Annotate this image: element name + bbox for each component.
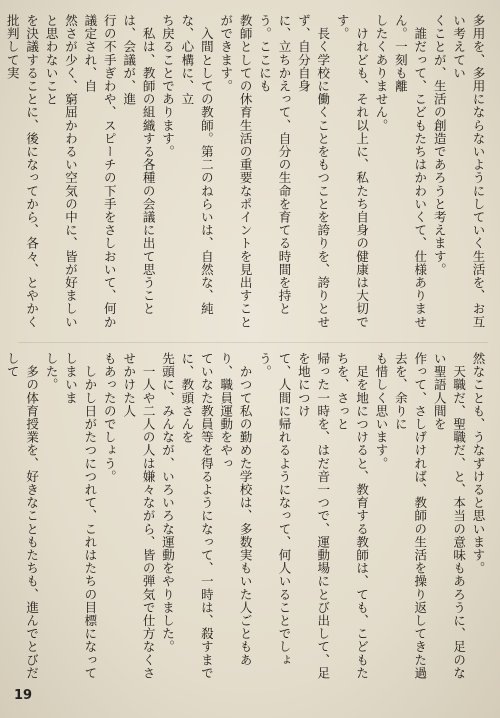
text-column: 多用を、多用にならないようにしていく生活を、お互い考えてい xyxy=(451,14,486,329)
text-column: も惜しく思います。 xyxy=(373,352,389,470)
text-column: 私は、教師の組織する各種の会議に出て思うことは、会議が、進 xyxy=(121,14,157,316)
text-column: 入間としての教師。第二のねらいは、自然な、純な、心構に、立 xyxy=(179,14,215,316)
text-column: 多の体育授業を、好きなこともたちも、進んでとびだして xyxy=(5,352,40,680)
text-column: 教師としての休育生活の重要なポイントを見出すことができます。 xyxy=(218,14,254,329)
text-column: を決議することに、後になってから、各々、とやかく批判して実 xyxy=(5,14,40,329)
text-column: 帰った一時を、はだ音一つで、運動場にとび出して、足を地につけ xyxy=(296,352,331,680)
text-column xyxy=(0,352,3,686)
text-column: 行の不手ぎわや、スピーチの下手をさしおいて、何か議定され、自 xyxy=(82,14,118,329)
lower-text-block xyxy=(5,352,488,686)
text-column: て、人間に帰れるようになって、何人いることでしょう。 xyxy=(257,352,292,667)
page-number: 19 xyxy=(14,688,33,703)
text-column: 足を地につけると、教育する教師は、ても、こどもたちを、さっと xyxy=(335,352,370,680)
text-column: 作って、さしげければ、教師の生活を操り返してきた過去を、余りに xyxy=(393,352,428,680)
text-column: しかし日がたつにつれて、これはたちの目標になってしまいま xyxy=(63,352,98,680)
text-column: したくありません。 xyxy=(373,14,389,132)
text-column: けれども、それ以上に、私たち自身の健康は大切です。 xyxy=(335,14,370,329)
text-column: 先頭に、みんなが、いろいろな運動をやりました。 xyxy=(160,352,176,654)
text-column: くことが、生活の創造であろうと考えます。 xyxy=(432,14,448,276)
text-column: 然さが少く、窮屈かわるい空気の中に、皆が好ましいと思わないこと xyxy=(44,14,79,329)
text-column: かつて私の勤めた学校は、多数実もいた人ごともあり、職員運動をやっ xyxy=(218,352,254,667)
text-column: した。 xyxy=(44,352,60,392)
text-column: 一人や二人の人は嫌々ながら、皆の弾気で仕方なくさせかけた人 xyxy=(121,352,157,680)
text-column: 天職だ、聖職だ、と、本当の意味もあろうに、足のない聖語人間を xyxy=(432,352,467,680)
block-divider xyxy=(18,342,488,343)
text-column: に、立ちかえって、自分の生命を育てる時間を持とう。ここにも xyxy=(257,14,292,316)
text-column: 然なことも、うなずけると思います。 xyxy=(471,352,486,575)
text-column: 誰だって、こどもたちはかわいくて、仕様ありません。一刻も離 xyxy=(393,14,428,329)
text-column: ていなた教員等を得るようになって、一時は、殺すまでに、教頭さんを xyxy=(179,352,215,680)
text-column: もあったのでしょう。 xyxy=(102,352,118,483)
text-column: 長く学校に働くことをもつことを誇りを、誇りとせず、自分自身 xyxy=(296,14,331,329)
text-column: ち戻ることであります。 xyxy=(160,14,176,159)
text-column xyxy=(0,14,3,334)
upper-text-block xyxy=(5,14,488,334)
